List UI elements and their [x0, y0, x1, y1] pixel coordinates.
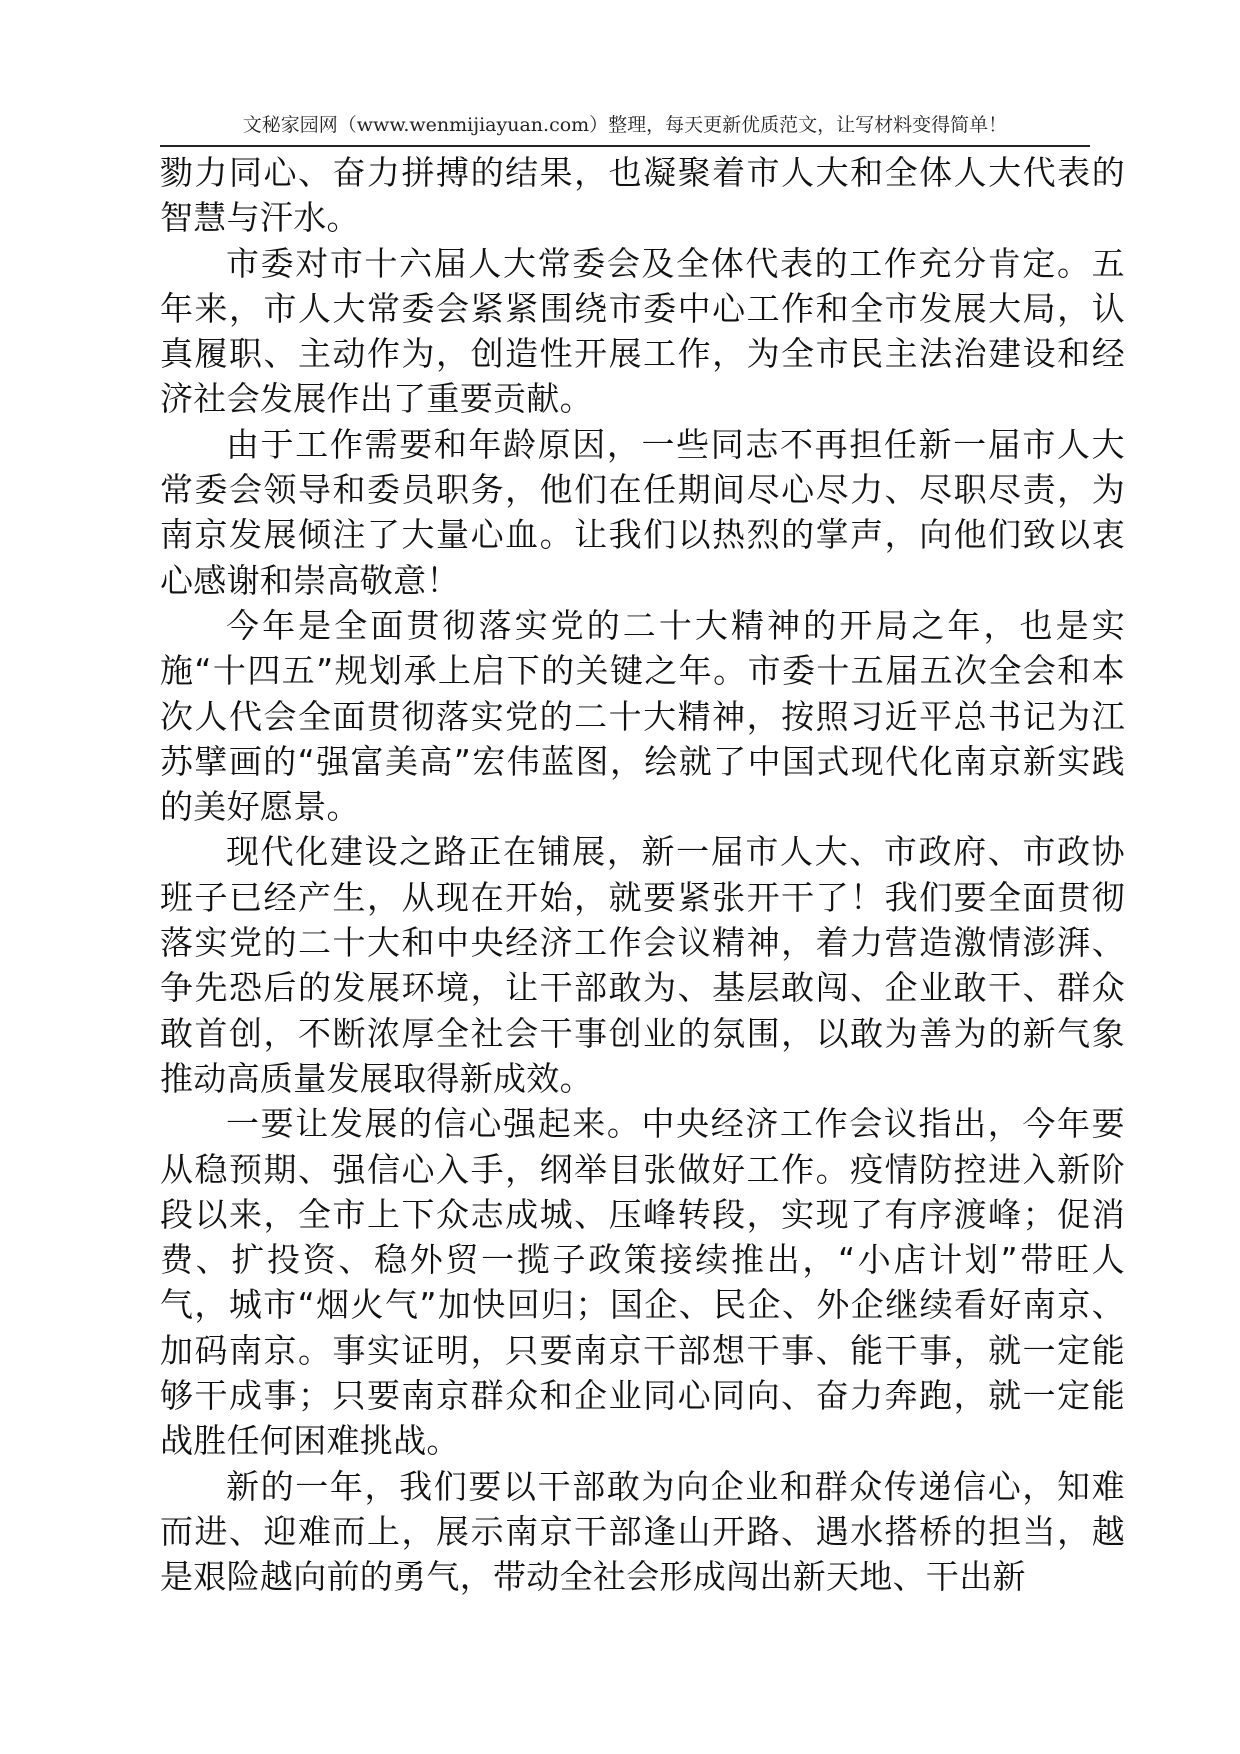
header-divider [160, 145, 1090, 147]
paragraph: 勠力同心、奋力拼搏的结果，也凝聚着市人大和全体人大代表的智慧与汗水。 [160, 153, 1125, 238]
paragraph: 由于工作需要和年龄原因，一些同志不再担任新一届市人大常委会领导和委员职务，他们在任期间尽心尽力、尽职尽责，为南京发展倾注了大量心血。让我们以热烈的掌声，向他们致以衷心感谢和崇高敬意！ [160, 424, 1125, 600]
page-header: 文秘家园网（www.wenmijiayuan.com）整理，每天更新优质范文，让写材料变得简单！ [242, 114, 1008, 136]
paragraph: 现代化建设之路正在铺展，新一届市人大、市政府、市政协班子已经产生，从现在开始，就要紧张开干了！我们要全面贯彻落实党的二十大和中央经济工作会议精神，着力营造激情澎湃、争先恐后的发展环境，让干部敢为、基层敢闯、企业敢干、群众敢首创，不断浓厚全社会干事创业的氛围，以敢为善为的新气象推动高质量发展取得新成效。 [160, 832, 1125, 1098]
paragraph: 一要让发展的信心强起来。中央经济工作会议指出，今年要从稳预期、强信心入手，纲举目张做好工作。疫情防控进入新阶段以来，全市上下众志成城、压峰转段，实现了有序渡峰；促消费、扩投资、稳外贸一揽子政策接续推出，“小店计划”带旺人气，城市“烟火气”加快回归；国企、民企、外企继续看好南京、加码南京。事实证明，只要南京干部想干事、能干事，就一定能够干成事；只要南京群众和企业同心同向、奋力奔跑，就一定能战胜任何困难挑战。 [160, 1104, 1125, 1461]
paragraph: 市委对市十六届人大常委会及全体代表的工作充分肯定。五年来，市人大常委会紧紧围绕市委中心工作和全市发展大局，认真履职、主动作为，创造性开展工作，为全市民主法治建设和经济社会发展作出了重要贡献。 [160, 243, 1125, 419]
document-body [160, 150, 1125, 1600]
paragraph: 新的一年，我们要以干部敢为向企业和群众传递信心，知难而进、迎难而上，展示南京干部逢山开路、遇水搭桥的担当，越是艰险越向前的勇气，带动全社会形成闯出新天地、干出新 [160, 1466, 1125, 1597]
paragraph: 今年是全面贯彻落实党的二十大精神的开局之年，也是实施“十四五”规划承上启下的关键之年。市委十五届五次全会和本次人代会全面贯彻落实党的二十大精神，按照习近平总书记为江苏擘画的“强富美高”宏伟蓝图，绘就了中国式现代化南京新实践的美好愿景。 [160, 605, 1125, 827]
